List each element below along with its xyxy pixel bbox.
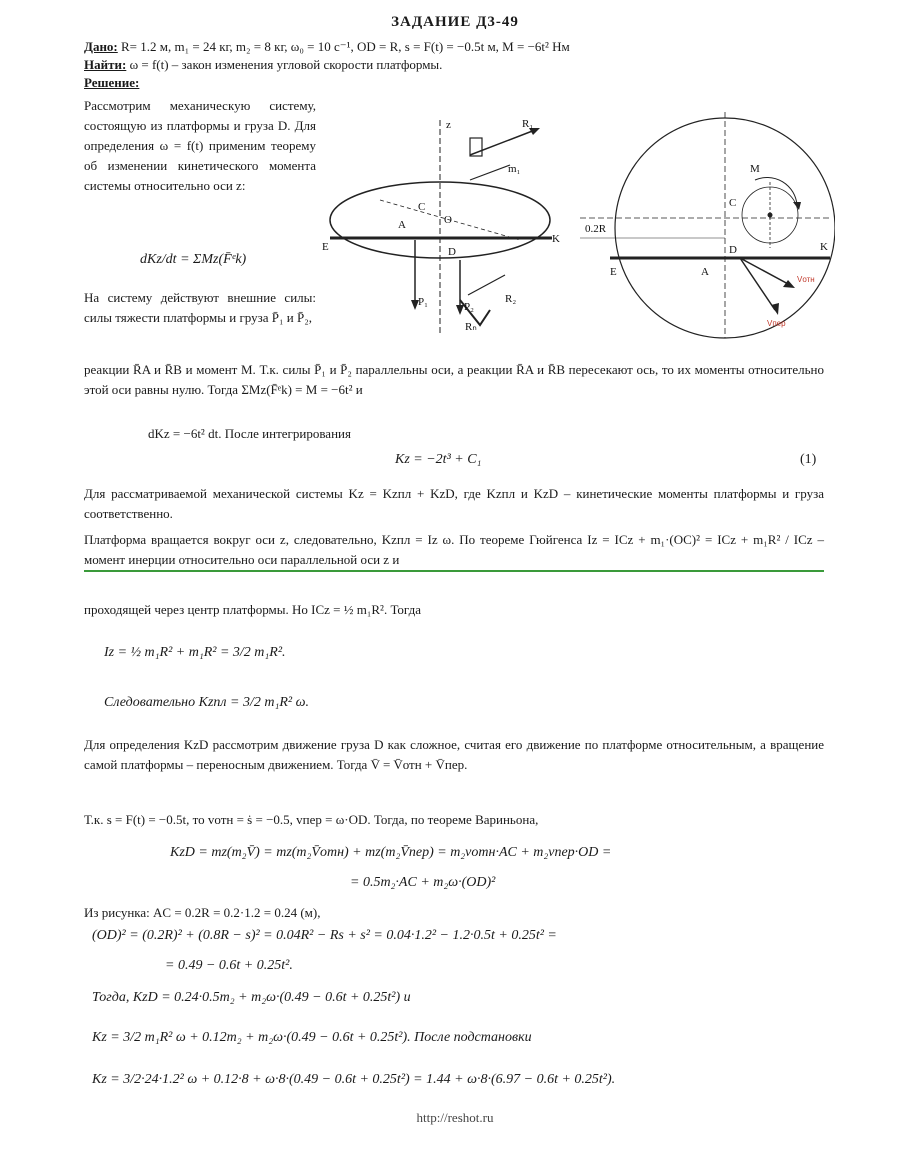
label-m1: m₁ [508,163,521,175]
label-rn: Rₙ [465,321,477,333]
equation-iz: Iz = ½ m₁R² + m₁R² = 3/2 m₁R². [104,645,286,660]
equation-od-squared-cont: = 0.49 − 0.6t + 0.25t². [165,958,293,973]
reactions-paragraph: реакции R̄A и R̄B и момент M. Т.к. силы P̄₁ и P̄₂ параллельны оси, а реакции R̄A и R̄B пересекают ось, то их моменты относительно этой оси равны нулю. Тогда ΣMz(F̄ᵉk) = M = −6t² и [84,362,824,397]
equation-kz-numeric: Kz = 3/2·24·1.2² ω + 0.12·8 + ω·8·(0.49 − 0.6t + 0.25t²) = 1.44 + ω·8·(6.97 − 0.6t + 0.25t²). [92,1072,616,1087]
given-text: R= 1.2 м, m₁ = 24 кг, m₂ = 8 кг, ω₀ = 10 с⁻¹, OD = R, s = F(t) = −0.5t м, M = −6t² Нм [121,39,570,54]
platform-perspective-diagram [320,110,570,340]
center-inertia-line: проходящей через центр платформы. Но ICz = ½ m₁R². Тогда [84,602,421,617]
equation-od-squared: (OD)² = (0.2R)² + (0.8R − s)² = 0.04R² − Rs + s² = 0.04·1.2² − 1.2·0.5t + 0.25t² = [92,928,557,943]
equation-kz-general: Kz = 3/2 m₁R² ω + 0.12m₂ + m₂ω·(0.49 − 0.6t + 0.25t²). После подстановки [92,1030,532,1045]
find-label: Найти: [84,57,127,72]
given-label: Дано: [84,39,118,54]
load-motion-paragraph: Для определения KzD рассмотрим движение груза D как сложное, считая его движение по платформе относительным, а вращение самой платформы – переносным движением. Тогда V̄ = V̄отн + V̄пер. [84,737,824,772]
label-p2: P₂ [464,301,474,313]
label-a: A [398,219,406,231]
equation-k-load-final: Тогда, KzD = 0.24·0.5m₂ + m₂ω·(0.49 − 0.6t + 0.25t²) и [92,990,411,1005]
label-v-otn: Vотн [797,275,815,284]
label-a-top: A [701,266,709,278]
theorem-formula: dKz/dt = ΣMz(F̄ᵉk) [140,252,247,267]
label-c-top: C [729,197,737,209]
label-r2: R₂ [505,293,517,305]
label-e: E [322,241,329,253]
label-d-top: D [729,244,737,256]
label-r1: R₁ [522,118,534,130]
intro-text: Рассмотрим механическую систему, состоящую из платформы и груза D. Для определения ω = f(t) применим теорему об изменении кинетического момента системы относительно оси z: [84,98,316,193]
label-v-per: Vпер [767,319,786,328]
source-url[interactable]: http://reshot.ru [416,1110,494,1125]
equation-k-load: KzD = mz(m₂V̄) = mz(m₂V̄отн) + mz(m₂V̄пер) = m₂vотн·AC + m₂vпер·OD = [170,845,612,860]
find-line [84,56,442,73]
label-e-top: E [610,266,617,278]
platform-rotation-paragraph: Платформа вращается вокруг оси z, следовательно, Kzпл = Iz ω. По теореме Гюйгенса Iz = ICz + m₁·(OC)² = ICz + m₁R² / ICz – момент инерции относительно оси параллельной оси z и [84,530,824,572]
label-02r: 0.2R [585,223,607,235]
integration-line: dKz = −6t² dt. После интегрирования [148,426,351,441]
forces-text: На систему действуют внешние силы: силы тяжести платформы и груза P̄₁ и P̄₂, [84,290,316,325]
label-o: O [444,214,452,226]
equation-1: Kz = −2t³ + C₁ [395,452,482,467]
system-paragraph: Для рассматриваемой механической системы Kz = Kzпл + KzD, где Kzпл и KzD – кинетические моменты платформы и груза соответственно. [84,486,824,521]
equation-1-number: (1) [800,452,817,467]
velocity-paragraph: Т.к. s = F(t) = −0.5t, то vотн = ṡ = −0.5, vпер = ω·OD. Тогда, по теореме Вариньона, [84,812,539,827]
equation-k-platform: Следовательно Kzпл = 3/2 m₁R² ω. [104,695,309,710]
given-line [84,38,570,55]
assignment-title: ЗАДАНИЕ Д3-49 [391,14,519,30]
platform-top-view-diagram [575,110,835,340]
label-moment: M [750,163,760,175]
label-z: z [446,119,451,131]
find-text: ω = f(t) – закон изменения угловой скорости платформы. [129,57,443,72]
equation-k-load-cont: = 0.5m₂·AC + m₂ω·(OD)² [350,875,496,890]
solution-label: Решение: [84,75,140,90]
label-p1: P₁ [418,296,428,308]
figure-ac-line: Из рисунка: AC = 0.2R = 0.2·1.2 = 0.24 (м), [84,905,321,920]
label-c: C [418,201,426,213]
label-k-top: K [820,241,828,253]
label-k: K [552,233,560,245]
label-d: D [448,246,456,258]
